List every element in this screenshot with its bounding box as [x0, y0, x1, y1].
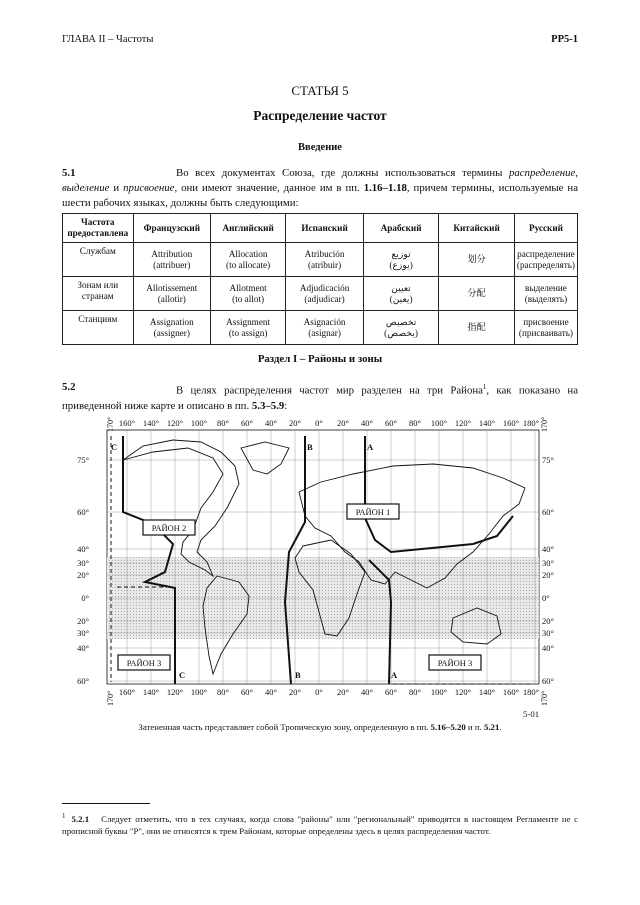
- table-row: [63, 311, 578, 345]
- svg-text:180°: 180°: [522, 418, 540, 428]
- svg-text:0°: 0°: [315, 418, 323, 428]
- svg-text:120°: 120°: [166, 687, 184, 697]
- table-cell: Assignation (assigner): [133, 311, 210, 345]
- table-header: Французский: [133, 214, 210, 243]
- map-caption: Затененная часть представляет собой Тропическую зону, определенную в пп. 5.16–5.20 и п. 5.21.: [138, 722, 502, 732]
- paragraph-number: 5.1: [62, 167, 76, 179]
- footnote-mark: 1: [62, 812, 66, 820]
- region-label-1: [347, 504, 399, 519]
- svg-text:160°: 160°: [502, 687, 520, 697]
- svg-text:100°: 100°: [430, 687, 448, 697]
- svg-text:0°: 0°: [542, 593, 550, 603]
- page-code: РР5-1: [551, 34, 578, 45]
- latitude-labels-right: [542, 455, 554, 686]
- svg-text:160°: 160°: [502, 418, 520, 428]
- table-cell: Adjudicación (adjudicar): [286, 277, 364, 311]
- svg-text:60°: 60°: [77, 676, 89, 686]
- svg-text:20°: 20°: [337, 687, 349, 697]
- table-header-row: [63, 214, 578, 243]
- svg-text:0°: 0°: [315, 687, 323, 697]
- section-heading: Раздел I – Районы и зоны: [257, 353, 383, 365]
- svg-text:20°: 20°: [289, 687, 301, 697]
- paragraph-5-2: [62, 380, 578, 414]
- paragraph-text: Во всех документах Союза, где должны использоваться термины распределение, выделение и присвоение, они имеют значение, данное им в пп. 1.16–1.18, причем термины, используемые на шести рабочих языках, должны быть следующими:: [62, 167, 578, 209]
- table-cell: Allotissement (allotir): [133, 277, 210, 311]
- article-number: СТАТЬЯ 5: [291, 83, 349, 98]
- svg-text:40°: 40°: [77, 643, 89, 653]
- table-header: Русский: [514, 214, 577, 243]
- svg-text:40°: 40°: [265, 687, 277, 697]
- svg-text:120°: 120°: [454, 687, 472, 697]
- svg-text:120°: 120°: [454, 418, 472, 428]
- terms-table: [62, 213, 578, 345]
- chapter-header: ГЛАВА II – Частоты: [62, 34, 154, 45]
- table-cell: 指配: [439, 311, 515, 345]
- world-regions-map: [77, 412, 554, 708]
- table-cell: Asignación (asignar): [286, 311, 364, 345]
- svg-text:РАЙОН 1: РАЙОН 1: [355, 507, 391, 517]
- svg-text:40°: 40°: [77, 544, 89, 554]
- paragraph-5-1: [62, 166, 578, 211]
- svg-text:40°: 40°: [542, 544, 554, 554]
- svg-text:140°: 140°: [142, 418, 160, 428]
- svg-text:140°: 140°: [478, 418, 496, 428]
- zone-letter: B: [295, 670, 301, 680]
- svg-text:РАЙОН 2: РАЙОН 2: [151, 523, 187, 533]
- svg-text:40°: 40°: [265, 418, 277, 428]
- corner-longitude: 170°: [106, 690, 115, 706]
- table-cell: Станциям: [63, 311, 134, 345]
- svg-text:20°: 20°: [289, 418, 301, 428]
- table-cell: выделение (выделять): [514, 277, 577, 311]
- table-cell: Службам: [63, 243, 134, 277]
- svg-text:60°: 60°: [77, 507, 89, 517]
- svg-text:100°: 100°: [190, 687, 208, 697]
- region-label-3-east: [429, 655, 481, 670]
- table-cell: تخصيص (يخصص): [363, 311, 438, 345]
- svg-text:80°: 80°: [217, 418, 229, 428]
- table-header: Арабский: [363, 214, 438, 243]
- table-row: [63, 243, 578, 277]
- svg-text:20°: 20°: [77, 616, 89, 626]
- svg-text:40°: 40°: [361, 418, 373, 428]
- svg-text:75°: 75°: [77, 455, 89, 465]
- table-row: [63, 277, 578, 311]
- table-cell: распределение (распределять): [514, 243, 577, 277]
- svg-text:100°: 100°: [190, 418, 208, 428]
- zone-letter: C: [111, 442, 118, 452]
- zone-letter: A: [367, 442, 374, 452]
- table-header: Частота предоставлена: [63, 214, 134, 243]
- svg-text:80°: 80°: [409, 418, 421, 428]
- svg-text:80°: 80°: [217, 687, 229, 697]
- svg-text:60°: 60°: [385, 687, 397, 697]
- paragraph-text: В целях распределения частот мир разделен на три Района$^1$, как показано на приведенной ниже карте и описано в пп. 5.3–5.9:: [62, 383, 578, 412]
- zone-letter: A: [391, 670, 398, 680]
- table-cell: 划分: [439, 243, 515, 277]
- table-cell: Atribución (atribuir): [286, 243, 364, 277]
- zone-letter: B: [307, 442, 313, 452]
- svg-text:160°: 160°: [118, 687, 136, 697]
- region-label-3-west: [118, 655, 170, 670]
- table-cell: присвоение (присваивать): [514, 311, 577, 345]
- svg-text:20°: 20°: [542, 570, 554, 580]
- latitude-labels-left: [77, 455, 89, 686]
- svg-text:РАЙОН 3: РАЙОН 3: [437, 658, 473, 668]
- footnote-id: 5.2.1: [71, 813, 90, 824]
- table-cell: Allotment (to allot): [211, 277, 286, 311]
- svg-text:60°: 60°: [241, 418, 253, 428]
- svg-text:140°: 140°: [478, 687, 496, 697]
- footnote-ref: 1: [482, 383, 487, 391]
- svg-text:80°: 80°: [409, 687, 421, 697]
- svg-text:60°: 60°: [542, 676, 554, 686]
- paragraph-number: 5.2: [62, 381, 76, 393]
- table-cell: Allocation (to allocate): [211, 243, 286, 277]
- svg-text:30°: 30°: [77, 558, 89, 568]
- svg-text:140°: 140°: [142, 687, 160, 697]
- figure-id: 5-01: [523, 709, 540, 719]
- svg-text:60°: 60°: [542, 507, 554, 517]
- svg-text:0°: 0°: [81, 593, 89, 603]
- table-header: Английский: [211, 214, 286, 243]
- svg-text:30°: 30°: [542, 628, 554, 638]
- intro-heading: Введение: [298, 142, 342, 153]
- svg-text:40°: 40°: [542, 643, 554, 653]
- svg-text:30°: 30°: [77, 628, 89, 638]
- svg-text:100°: 100°: [430, 418, 448, 428]
- table-cell: توزيع (يوزع): [363, 243, 438, 277]
- region-label-2: [143, 520, 195, 535]
- table-cell: Assignment (to assign): [211, 311, 286, 345]
- svg-text:180°: 180°: [522, 687, 540, 697]
- longitude-labels-bottom: [119, 687, 539, 697]
- table-header: Китайский: [439, 214, 515, 243]
- longitude-labels-top: [119, 418, 539, 428]
- corner-longitude: 170°: [540, 416, 549, 432]
- svg-text:60°: 60°: [241, 687, 253, 697]
- article-title: Распределение частот: [253, 108, 387, 123]
- corner-longitude: 170°: [106, 416, 115, 432]
- table-cell: Attribution (attribuer): [133, 243, 210, 277]
- svg-text:120°: 120°: [166, 418, 184, 428]
- svg-text:РАЙОН 3: РАЙОН 3: [126, 658, 162, 668]
- zone-letter: C: [179, 670, 186, 680]
- svg-text:160°: 160°: [118, 418, 136, 428]
- footnote: [62, 810, 578, 837]
- table-cell: Зонам или странам: [63, 277, 134, 311]
- table-cell: تعيين (يعين): [363, 277, 438, 311]
- svg-text:75°: 75°: [542, 455, 554, 465]
- footnote-divider: [62, 803, 150, 804]
- table-header: Испанский: [286, 214, 364, 243]
- svg-text:40°: 40°: [361, 687, 373, 697]
- table-cell: 分配: [439, 277, 515, 311]
- svg-text:60°: 60°: [385, 418, 397, 428]
- svg-text:20°: 20°: [542, 616, 554, 626]
- svg-text:20°: 20°: [337, 418, 349, 428]
- svg-text:20°: 20°: [77, 570, 89, 580]
- svg-text:30°: 30°: [542, 558, 554, 568]
- corner-longitude: 170°: [540, 690, 549, 706]
- footnote-text: Следует отметить, что в тех случаях, когда слова "районы" или "региональный" приводятся в настоящем Регламенте не с прописной буквы "Р", они не относятся к трем Районам, которые определены здесь в целях распределения частот.: [62, 813, 578, 836]
